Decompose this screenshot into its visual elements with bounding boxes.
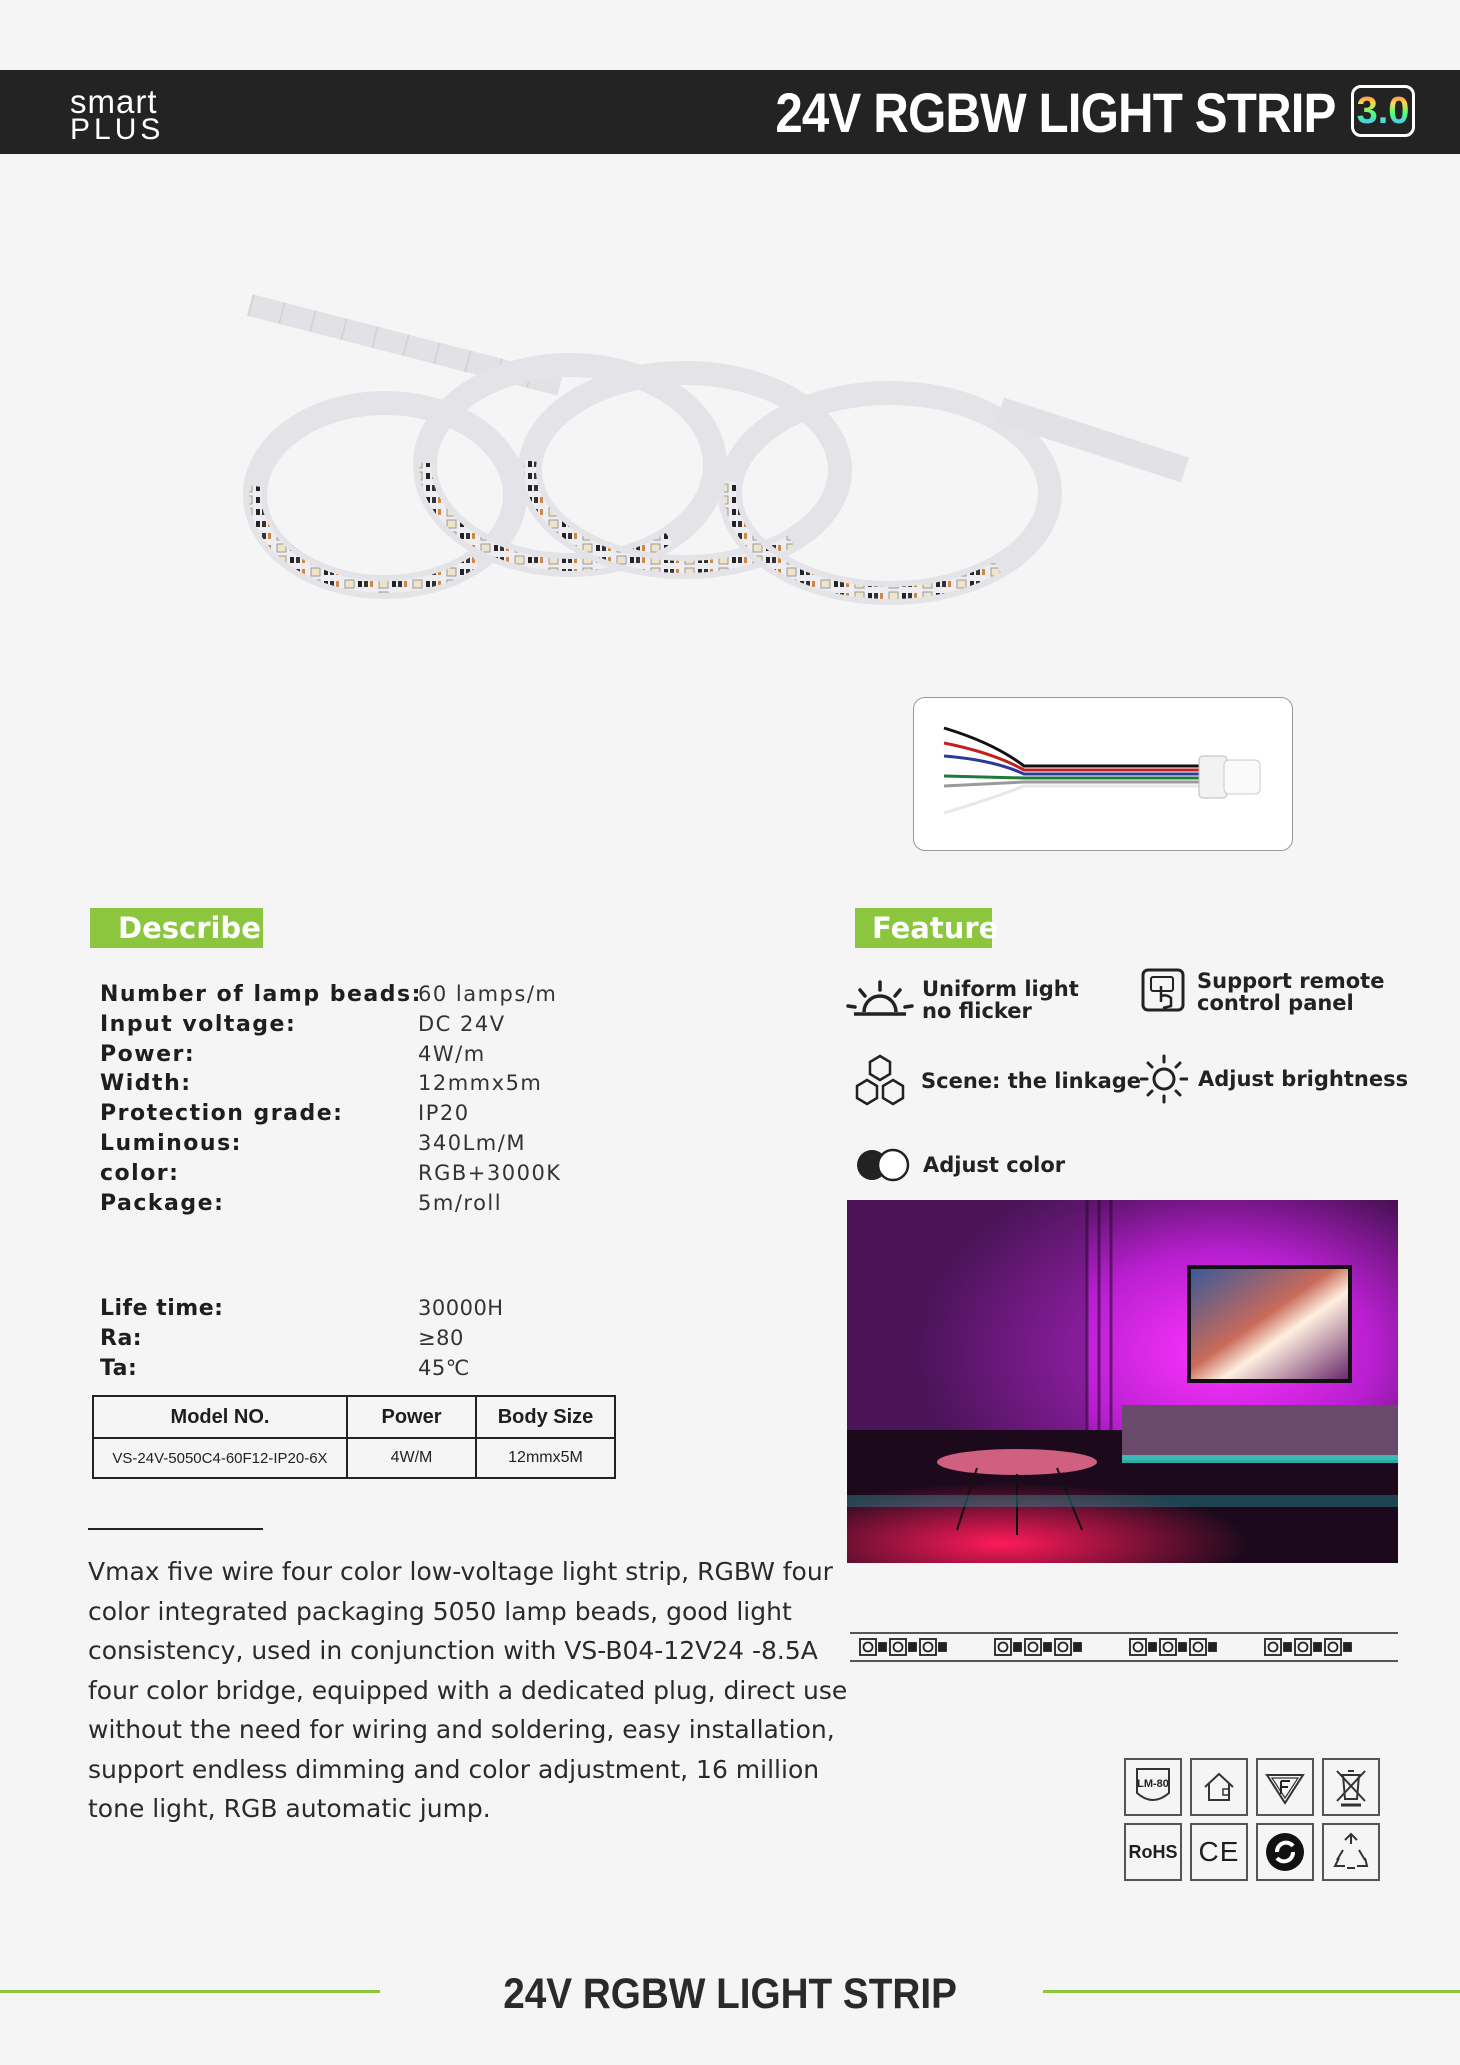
spec-label: Input voltage: [100,1011,297,1037]
feature-adjust-color-text: Adjust color [923,1153,1066,1177]
spec-value: 45℃ [418,1355,470,1380]
spec-value: DC 24V [418,1011,506,1036]
spec-label: Ta: [100,1355,138,1381]
feature-remote-line1: Support remote [1197,969,1385,993]
table-header-body-size: Body Size [476,1396,615,1438]
color-circles-icon [855,1148,911,1182]
feature-uniform-light-line2: no flicker [922,999,1032,1023]
feature-label: Feature [855,908,992,948]
sunrise-icon [846,978,914,1022]
table-cell-power: 4W/M [347,1438,476,1478]
footer-title [0,1970,1460,2019]
spec-value: 5m/roll [418,1190,503,1215]
model-table [92,1395,616,1479]
spec-label: Ra: [100,1325,143,1351]
led-chip-strip-diagram [850,1630,1398,1664]
spec-value: 60 lamps/m [418,982,558,1006]
spec-value: RGB+3000K [418,1160,562,1185]
f-triangle-icon [1256,1758,1314,1816]
spec-label: Package: [100,1190,225,1216]
feature-remote-control [1141,968,1384,1016]
feature-scene-linkage-text: Scene: the linkage [921,1069,1142,1093]
spec-label: Power: [100,1041,196,1067]
spec-label: color: [100,1160,180,1186]
logo-line1: smart [70,83,158,120]
cert-ce [1190,1823,1248,1881]
product-description: Vmax five wire four color low-voltage light strip, RGBW four color integrated packaging 5050 lamp beads, good light consistency, used in conjunction with VS-B04-12V24 -8.5A four color bridge, equipped with a dedicated plug, direct use without the need for wiring and soldering, easy installation, support endless dimming and color adjustment, 16 million tone light, RGB automatic jump. [88,1557,848,1823]
spec-label: Width: [100,1071,192,1097]
feature-remote-line2: control panel [1197,991,1354,1015]
table-header-row [93,1396,615,1438]
spec-label: Protection grade: [100,1101,344,1127]
cert-ce-label: CE [1198,1836,1240,1867]
green-dot-icon [1256,1823,1314,1881]
cert-lm80 [1124,1758,1182,1816]
hexagons-icon [852,1054,908,1108]
table-cell-model: VS-24V-5050C4-60F12-IP20-6X [93,1438,347,1478]
table-cell-body-size: 12mmx5M [476,1438,615,1478]
footer-title-text: 24V RGBW LIGHT STRIP [503,1970,957,2018]
feature-uniform-light [846,978,1079,1022]
logo-line2: PLUS [70,113,165,146]
cert-rohs-label: RoHS [1128,1841,1178,1862]
spec-label: Life time: [100,1296,224,1321]
table-header-power: Power [347,1396,476,1438]
sun-icon [1140,1054,1188,1104]
spec-value: ≥80 [418,1325,464,1350]
connector-image-box [913,697,1293,851]
spec-value: 12mmx5m [418,1071,543,1096]
version-badge-text: 3.0 [1356,89,1410,132]
spec-value: IP20 [418,1101,470,1126]
crossed-bin-icon [1322,1758,1380,1816]
feature-adjust-brightness [1140,1054,1408,1104]
spec-value: 30000H [418,1296,504,1320]
smartplus-logo [70,85,164,145]
led-strip-product-image [240,290,1200,670]
feature-adjust-color [855,1148,1065,1182]
page-title: 24V RGBW LIGHT STRIP [774,81,1335,144]
home-icon [1190,1758,1248,1816]
table-row [93,1438,615,1478]
feature-scene-linkage [852,1054,1141,1108]
spec-label: Luminous: [100,1131,242,1156]
spec-value: 4W/m [418,1041,486,1066]
remote-touch-icon [1141,968,1185,1016]
feature-adjust-brightness-text: Adjust brightness [1198,1067,1409,1091]
cert-lm80-label: LM-80 [1137,1778,1169,1790]
describe-label: Describe [90,908,263,948]
feature-uniform-light-line1: Uniform light [922,977,1079,1001]
table-header-model: Model NO. [93,1396,347,1438]
spec-label: Number of lamp beads: [100,982,422,1007]
living-room-ambient-light-image [847,1200,1398,1563]
cert-rohs [1124,1823,1182,1881]
version-badge [1351,85,1415,137]
recycle-icon [1322,1823,1380,1881]
description-divider [88,1528,263,1530]
spec-value: 340Lm/M [418,1131,526,1155]
connector-wires-image [914,698,1290,848]
